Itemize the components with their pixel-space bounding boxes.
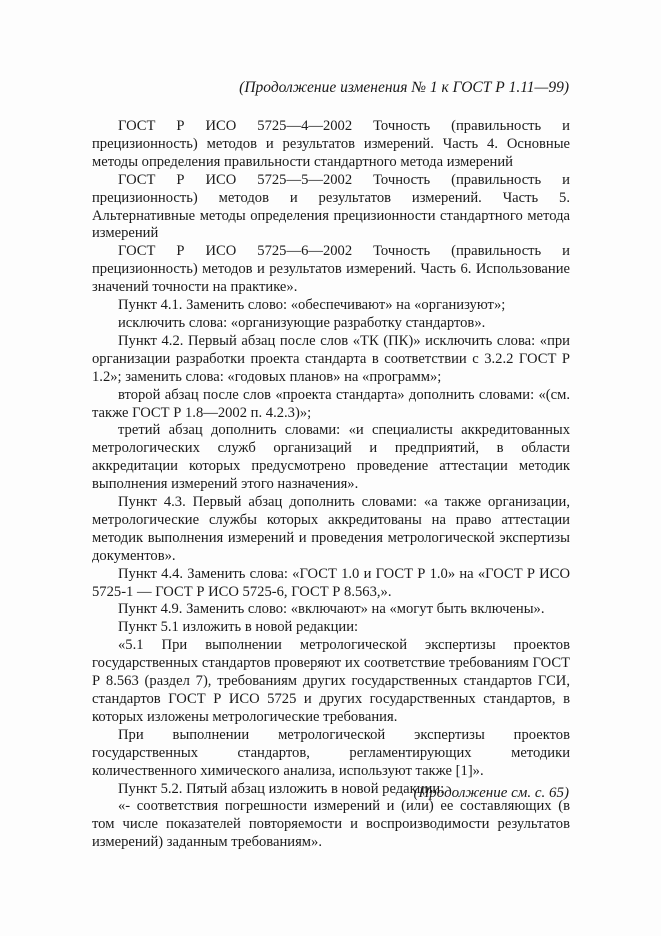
paragraph: третий абзац дополнить словами: «и специалисты аккредитованных метрологических служб организаций и предприятий, в области аккредитации которых предусмотрено проведение аттестации методик выполнения измерений этого назначения». [92,422,570,493]
paragraph: Пункт 4.4. Заменить слова: «ГОСТ 1.0 и ГОСТ Р 1.0» на «ГОСТ Р ИСО 5725-1 — ГОСТ Р ИСО 5725-6, ГОСТ Р 8.563,». [92,565,570,600]
document-body [92,118,570,852]
page-footer: (Продолжение см. с. 65) [413,785,569,801]
paragraph: ГОСТ Р ИСО 5725—5—2002 Точность (правильность и прецизионность) методов и результатов измерений. Часть 5. Альтернативные методы определения прецизионности стандартного метода измерений [92,171,570,242]
paragraph: ГОСТ Р ИСО 5725—6—2002 Точность (правильность и прецизионность) методов и результатов измерений. Часть 6. Использование значений точности на практике». [92,243,570,296]
paragraph: Пункт 4.1. Заменить слово: «обеспечивают» на «организуют»; [118,297,506,314]
paragraph: «5.1 При выполнении метрологической экспертизы проектов государственных стандартов проверяют их соответствие требованиям ГОСТ Р 8.563 (раздел 7), требованиям других государственных стандартов ГСИ, стандартов ГОСТ Р ИСО 5725 и других государственных стандартов, в которых изложены метрологические требования. [92,637,570,725]
paragraph: исключить слова: «организующие разработку стандартов». [118,314,486,331]
paragraph: Пункт 4.9. Заменить слово: «включают» на «могут быть включены». [118,601,545,618]
paragraph: второй абзац после слов «проекта стандарта» дополнить словами: «(см. также ГОСТ Р 1.8—2002 п. 4.2.3)»; [92,386,570,421]
paragraph: «- соответствия погрешности измерений и (или) ее составляющих (в том числе показателей повторяемости и воспроизводимости результатов измерений) заданным требованиям». [92,798,570,851]
page-header: (Продолжение изменения № 1 к ГОСТ Р 1.11—99) [239,79,569,96]
paragraph: Пункт 5.1 изложить в новой редакции: [118,619,359,636]
paragraph: ГОСТ Р ИСО 5725—4—2002 Точность (правильность и прецизионность) методов и результатов измерений. Часть 4. Основные методы определения правильности стандартного метода измерений [92,118,570,170]
paragraph: Пункт 4.2. Первый абзац после слов «ТК (ПК)» исключить слова: «при организации разработки проекта стандарта в соответствии с 3.2.2 ГОСТ Р 1.2»; заменить слова: «годовых планов» на «программ»; [92,332,570,385]
paragraph: При выполнении метрологической экспертизы проектов государственных стандартов, регламентирующих методики количественного химического анализа, используют также [1]». [92,726,570,779]
paragraph: Пункт 5.2. Пятый абзац изложить в новой редакции: [118,780,445,797]
paragraph: Пункт 4.3. Первый абзац дополнить словами: «а также организации, метрологические службы которых аккредитованы на право аттестации методик выполнения измерений и проведения метрологической экспертизы документов». [92,494,570,564]
